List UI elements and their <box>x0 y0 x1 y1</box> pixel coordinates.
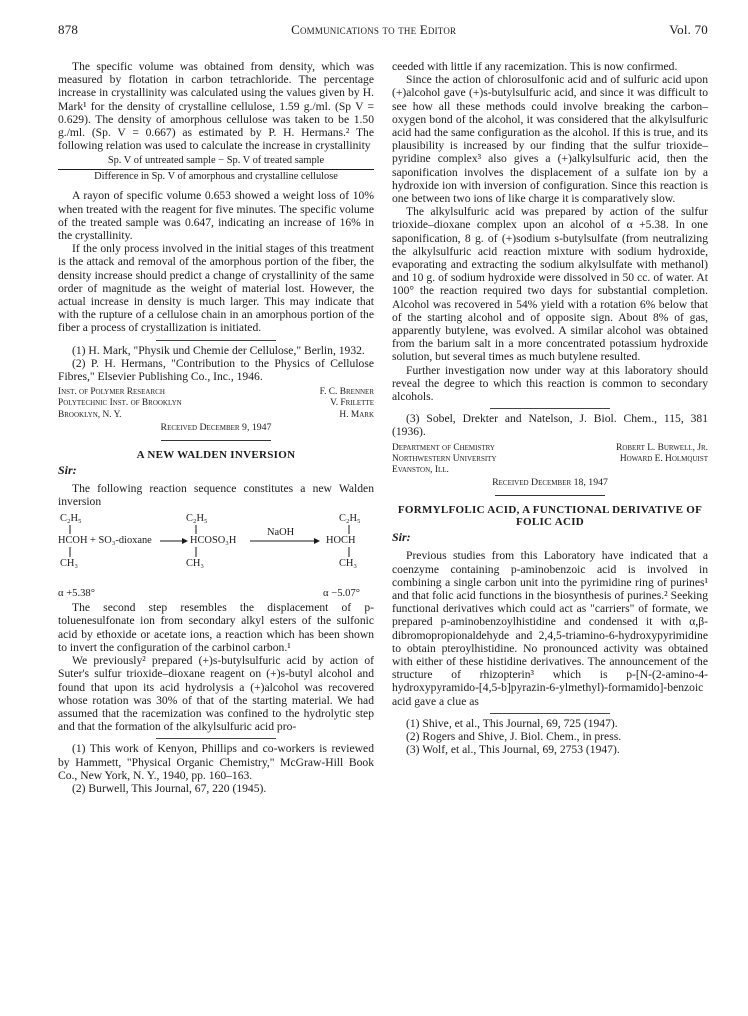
footnote: (2) Rogers and Shive, J. Biol. Chem., in press. <box>406 729 622 743</box>
footnote: (1) H. Mark, "Physik und Chemie der Cellulose," Berlin, 1932. <box>72 343 365 357</box>
running-title: Communications to the Editor <box>291 22 457 37</box>
article-divider <box>161 440 271 441</box>
formula-denominator: Difference in Sp. V of amorphous and crystalline cellulose <box>94 170 338 182</box>
paragraph: The second step resembles the displacement of p-toluenesulfonate ion from secondary alkyl esters of the sulfonic acid by ethoxide or acetate ions, a reaction which has been shown to invert the configuration of the carbinol carbon.¹ <box>58 601 374 654</box>
paragraph: The alkylsulfuric acid was prepared by action of the sulfur trioxide–dioxane complex upon an alcohol of α +5.38. In one saponification, 8 g. of (+)sodium s-butylsulfate (from neutralizing the alkylsulfuric acid reaction mixture with sodium hydroxide, evaporating and extracting the sodium alkylsulfate with methanol) and 10 g. of sodium hydroxide were dissolved in 50 cc. of water. At 100° the reaction required two days for substantial completion. Alcohol was recovered in 54% yield with a rotation 6% below that of the starting alcohol and of opposite sign. About 8% of gas, apparently butylene, was evolved. A similar alcohol was obtained from the barium salt in a more concentrated potassium hydroxide solution, but several times as much butylene resulted. <box>392 205 708 364</box>
institution-line: Evanston, Ill. <box>392 465 449 476</box>
substituent-methyl: CH₃ <box>60 558 79 570</box>
formula-numerator: Sp. V of untreated sample − Sp. V of treated sample <box>58 155 374 170</box>
reagent-naoh: NaOH <box>267 527 295 539</box>
author-signature <box>58 387 374 421</box>
paragraph: Further investigation now under way at this laboratory should reveal the degree to which this reaction is common to secondary alcohols. <box>392 363 708 404</box>
substituent-methyl: CH₃ <box>186 558 205 570</box>
intermediate-sulfate: HCOSO₃H <box>190 535 237 547</box>
institution-line: Brooklyn, N. Y. <box>58 409 122 420</box>
received-date: Received December 9, 1947 <box>160 421 272 433</box>
article-title: FORMYLFOLIC ACID, A FUNCTIONAL DERIVATIVE OF FOLIC ACID <box>397 504 703 529</box>
footnote: (3) Sobel, Drekter and Natelson, J. Biol. Chem., 115, 381 (1936). <box>392 412 708 439</box>
institution-line: Polytechnic Inst. of Brooklyn <box>58 398 182 409</box>
footnote: (2) P. H. Hermans, "Contribution to the Physics of Cellulose Fibres," Elsevier Publishing Co., Inc., 1946. <box>58 356 374 384</box>
footnote-rule <box>156 738 276 739</box>
reaction-scheme <box>58 512 374 584</box>
substituent-ethyl: C₂H₅ <box>60 513 82 525</box>
article-title: A NEW WALDEN INVERSION <box>136 448 296 461</box>
substituent-ethyl: C₂H₅ <box>186 513 208 525</box>
paragraph: A rayon of specific volume 0.653 showed a weight loss of 10% when treated with the reagent for five minutes. The specific volume of the treated sample was 0.647, indicating an increase of 16% in the crystallinity. <box>58 189 374 243</box>
author-signature <box>392 443 708 477</box>
footnote: (2) Burwell, This Journal, 67, 220 (1945). <box>72 781 267 795</box>
paragraph: The specific volume was obtained from density, which was measured by flotation in carbon tetrachloride. The percentage increase in crystallinity was calculated using the values given by H. Mark¹ for the density of crystalline cellulose, 1.59 g./ml. (Sp V = 0.629). The density of amorphous cellulose was taken to be 1.50 g./ml. (Sp. V = 0.667) as estimated by P. H. Hermans.² The following relation was used to calculate the increase in crystallinity <box>58 60 374 153</box>
salutation: Sir: <box>58 462 77 477</box>
rotation-product: α −5.07° <box>323 588 360 600</box>
footnote: (1) This work of Kenyon, Phillips and co-workers is reviewed by Hammett, "Physical Organic Chemistry," McGraw-Hill Book Co., New York, N. Y., 1940, pp. 160–163. <box>58 742 374 782</box>
paragraph: If the only process involved in the initial stages of this treatment is the attack and removal of the amorphous portion of the fiber, the density increase should predict a change of crystallinity of the same order of magnitude as the weight of material lost. However, the actual increase in density is much larger. This may indicate that with the rupture of a cellulose chain in an amorphous portion of the fiber a process of crystallization is initiated. <box>58 242 374 335</box>
footnote-rule <box>156 340 276 341</box>
author-name: H. Mark <box>339 409 374 420</box>
author-name: Howard E. Holmquist <box>619 453 708 464</box>
article-divider <box>495 495 605 496</box>
crystallinity-formula <box>58 155 374 183</box>
rotation-values <box>58 588 374 599</box>
page-header <box>58 22 708 38</box>
received-date: Received December 18, 1947 <box>492 477 608 489</box>
paragraph: ceeded with little if any racemization. This is now confirmed. <box>392 60 678 73</box>
footnote: (3) Wolf, et al., This Journal, 69, 2753 (1947). <box>406 743 620 757</box>
left-column <box>58 60 374 795</box>
footnote-rule <box>490 713 610 714</box>
institution-line: Department of Chemistry <box>392 442 495 453</box>
paragraph: We previously² prepared (+)s-butylsulfuric acid by action of Suter's sulfur trioxide–dioxane reagent on (+)s-butyl alcohol and found that upon its acid hydrolysis a (+)alcohol was recovered whose rotation was 30% of that of the starting material. We had assumed that the racemization was confined to the hydrolytic step and that the formation of the alkylsulfuric acid pro- <box>58 654 374 734</box>
paragraph: The following reaction sequence constitutes a new Walden inversion <box>58 481 374 509</box>
paragraph: Since the action of chlorosulfonic acid and of sulfuric acid upon (+)alcohol gave (+)s-butylsulfuric acid, and since it was difficult to see how all these methods could involve breaking the carbon–oxygen bond of the alcohol, it was considered that the alkylsulfuric acid had the same configuration as the alcohol. If this is true, and its plausibility is increased by our finding that the sulfur trioxide–pyridine complex³ also gives a (+)alkylsulfuric acid, then the saponification involves the displacement of a sulfate ion by a hydroxide ion with inversion of configuration. Since this reaction is one between two ions of like charge it is comparatively slow. <box>392 73 708 206</box>
volume-label: Vol. 70 <box>669 22 708 37</box>
institution-line: Northwestern University <box>392 453 497 464</box>
reaction-bonds <box>58 512 374 584</box>
reactant-alcohol: HCOH + SO₃-dioxane <box>58 535 152 547</box>
footnote-rule <box>490 408 610 409</box>
substituent-methyl: CH₃ <box>339 558 358 570</box>
page-number: 878 <box>58 22 79 37</box>
author-name: V. Frilette <box>330 398 374 409</box>
rotation-reactant: α +5.38° <box>58 588 95 600</box>
author-name: Robert L. Burwell, Jr. <box>616 442 708 453</box>
salutation: Sir: <box>392 530 411 545</box>
right-column <box>392 60 708 795</box>
substituent-ethyl: C₂H₅ <box>339 513 361 525</box>
institution-line: Inst. of Polymer Research <box>58 387 165 398</box>
paragraph: Previous studies from this Laboratory have indicated that a coenzyme containing p-aminobenzoic acid is involved in combining a single carbon unit into the pyrimidine ring of purines¹ and that folic acid functions in the biosynthesis of purines.² Seeking functional derivatives which could act as "carriers" of formate, we prepared p-aminobenzoylhistidine and condensed it with α,β-dibromopropionaldehyde and 2,4,5-triamino-6-hydroxypyrimidine to obtain pteroylhistidine. No pronounced activity was obtained with either of these histidine derivatives. The announcement of the structure of rhizopterin³ which is p-[N-(2-amino-4-hydroxypyramido-[4,5-b]pyrazin-6-ylmethyl)-formamido]-benzoic acid gave a clue as <box>392 549 708 708</box>
footnote: (1) Shive, et al., This Journal, 69, 725 (1947). <box>406 716 618 730</box>
product-alcohol: HOCH <box>326 535 356 547</box>
author-name: F. C. Brenner <box>319 387 374 398</box>
